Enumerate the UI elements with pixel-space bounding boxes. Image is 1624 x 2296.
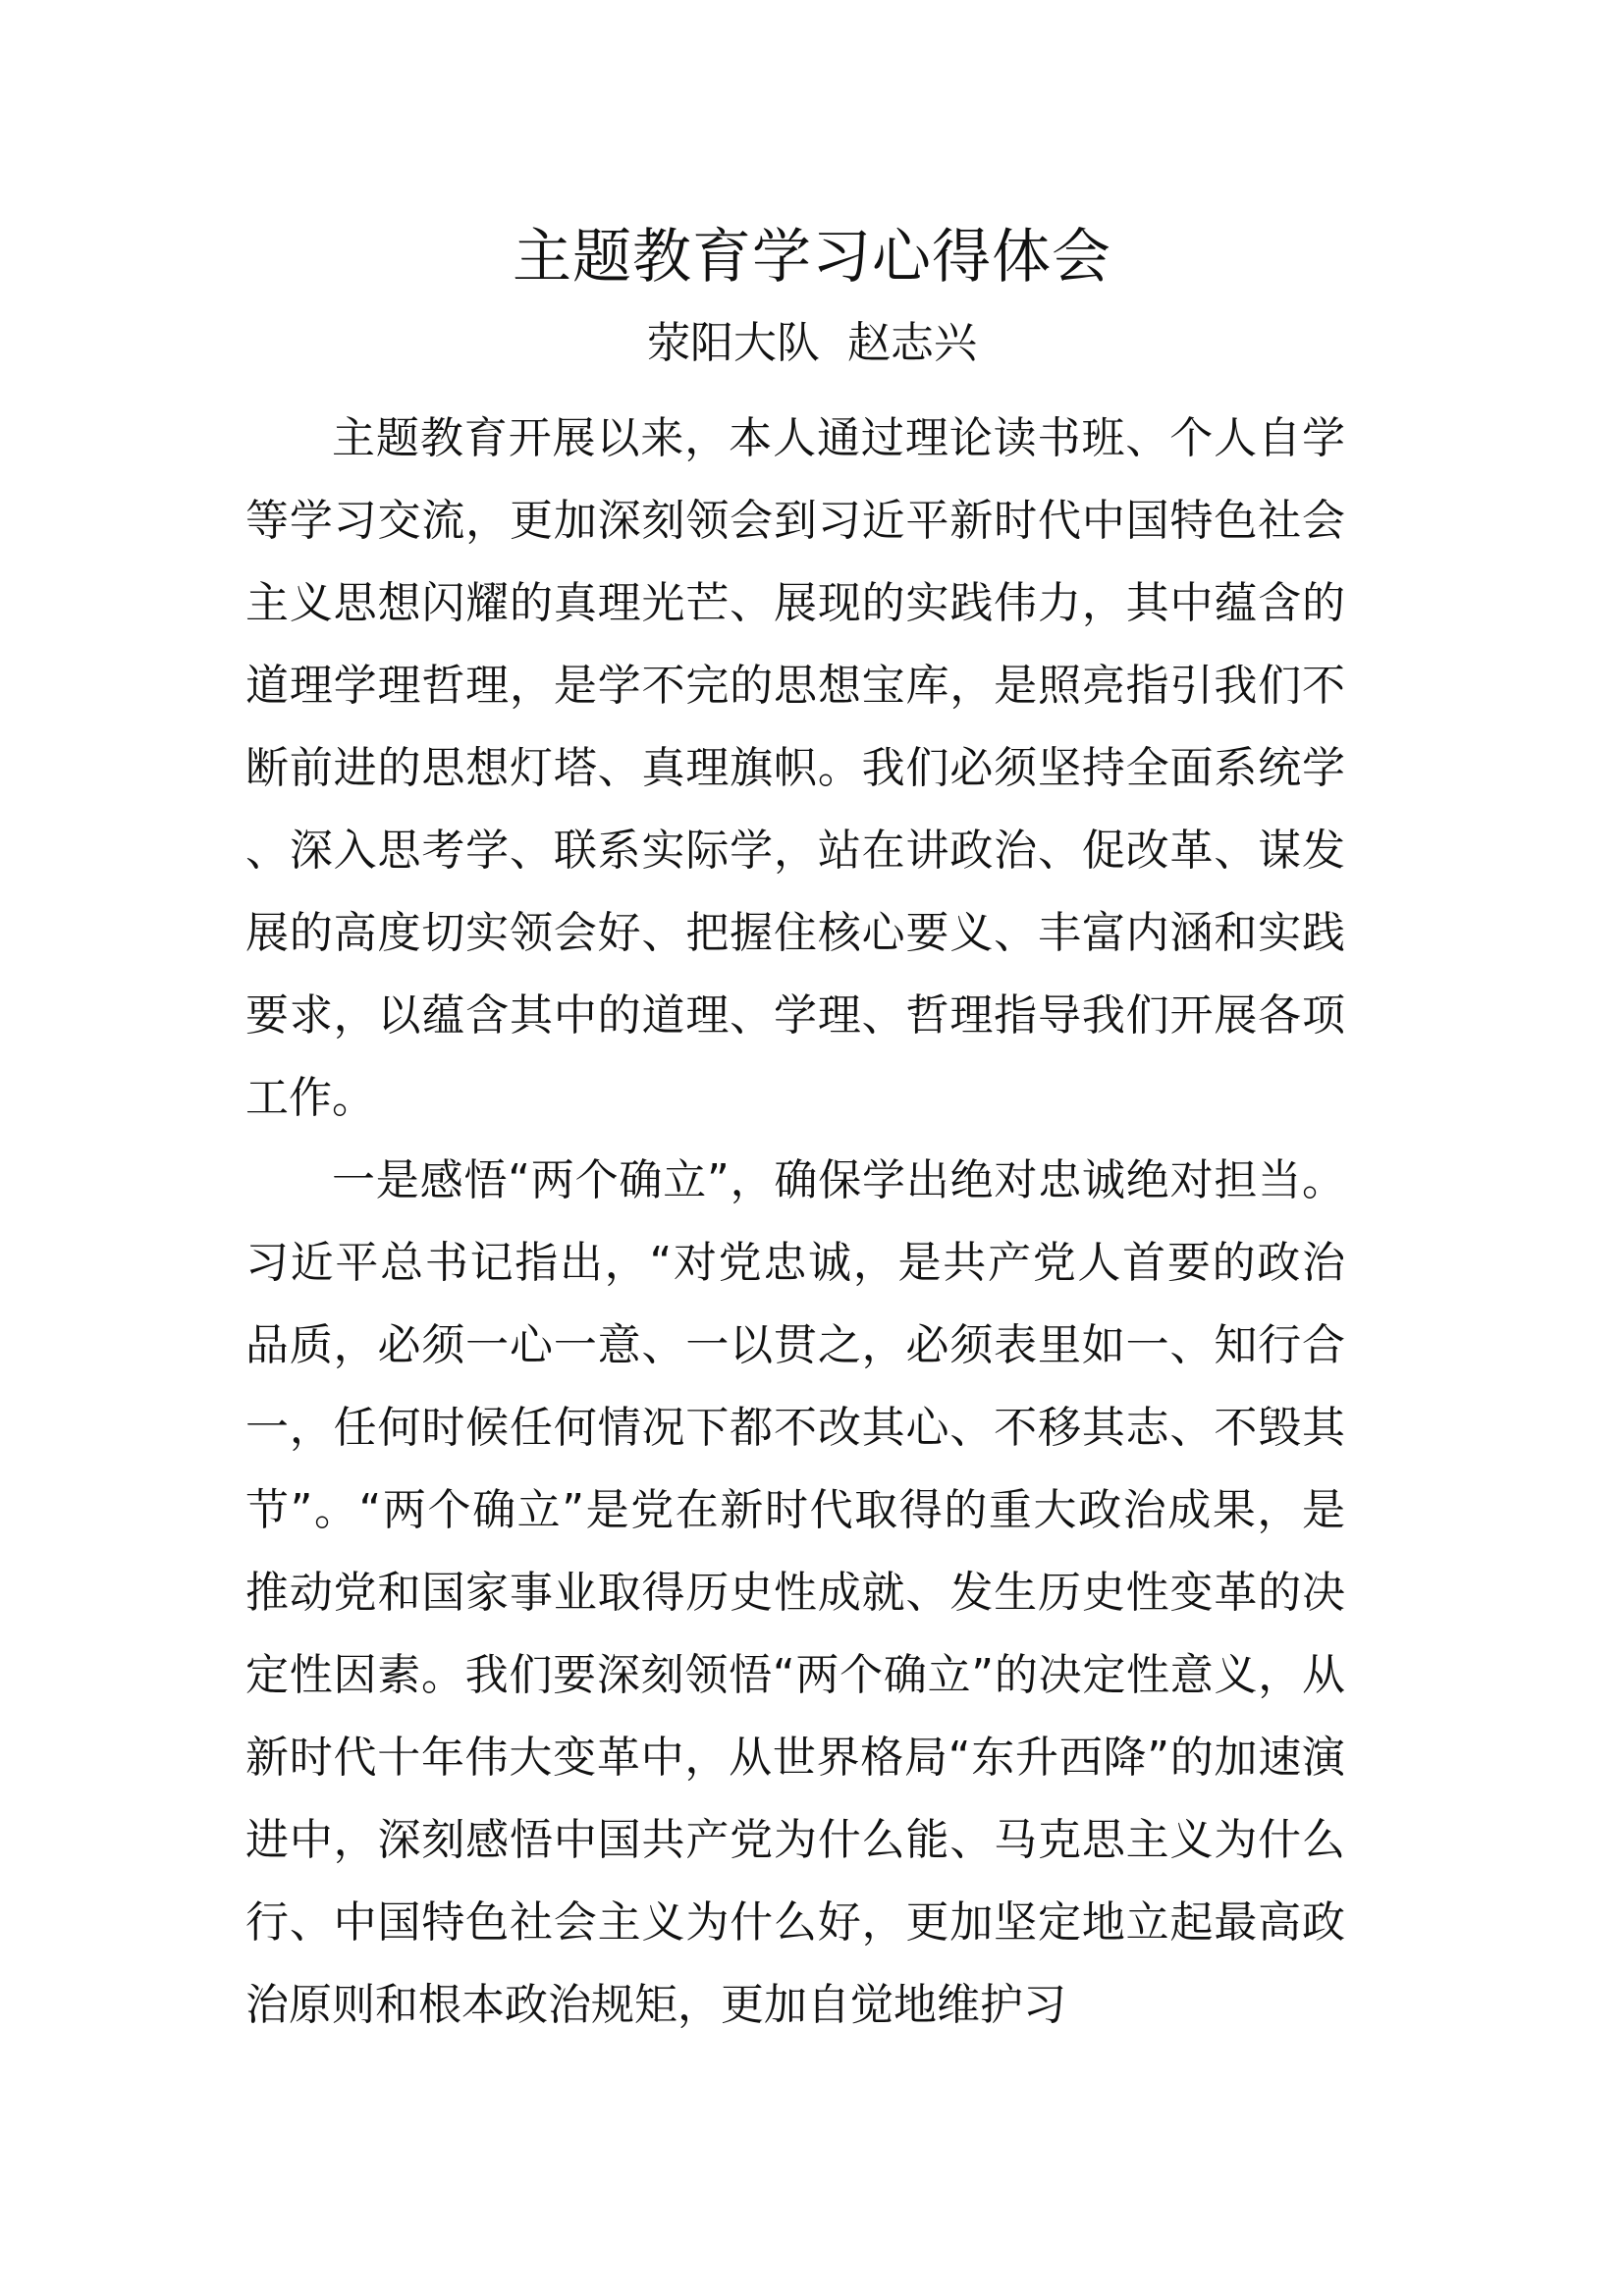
- paragraph-point-one: 一是感悟“两个确立”，确保学出绝对忠诚绝对担当。习近平总书记指出，“对党忠诚，是共产党人首要的政治品质，必须一心一意、一以贯之，必须表里如一、知行合一，任何时候任何情况下都不改其心、不移其志、不毁其节”。“两个确立”是党在新时代取得的重大政治成果，是推动党和国家事业取得历史性成就、发生历史性变革的决定性因素。我们要深刻领悟“两个确立”的决定性意义，从新时代十年伟大变革中，从世界格局“东升西降”的加速演进中，深刻感悟中国共产党为什么能、马克思主义为什么行、中国特色社会主义为什么好，更加坚定地立起最高政治原则和根本政治规矩，更加自觉地维护习: [245, 1155, 1345, 2030]
- paragraph-intro: 主题教育开展以来，本人通过理论读书班、个人自学等学习交流，更加深刻领会到习近平新时代中国特色社会主义思想闪耀的真理光芒、展现的实践伟力，其中蕴含的道理学理哲理，是学不完的思想宝库，是照亮指引我们不断前进的思想灯塔、真理旗帜。我们必须坚持全面系统学、深入思考学、联系实际学，站在讲政治、促改革、谋发展的高度切实领会好、把握住核心要义、丰富内涵和实践要求，以蕴含其中的道理、学理、哲理指导我们开展各项工作。: [245, 413, 1345, 1123]
- document-title: 主题教育学习心得体会: [513, 223, 1111, 292]
- document-body: [245, 398, 1345, 2047]
- author-byline: 荥阳大队 赵志兴: [647, 318, 977, 368]
